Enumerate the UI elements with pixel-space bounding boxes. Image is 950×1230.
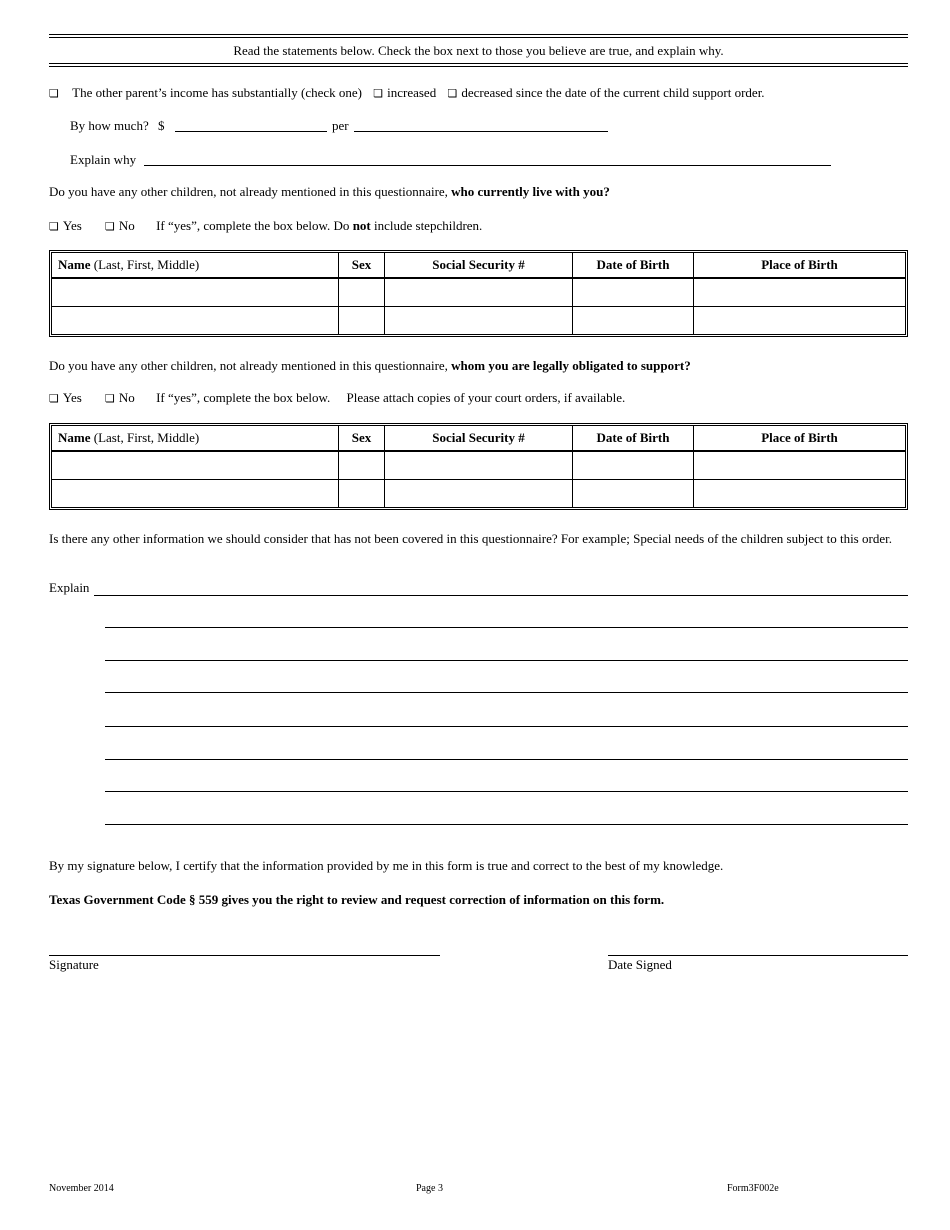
income-change-statement: The other parent’s income has substantially (check one)	[72, 85, 362, 100]
children-supported-question-text: Do you have any other children, not already mentioned in this questionnaire,	[49, 358, 448, 373]
mid-rule-2	[49, 66, 908, 67]
children-supported-note: If “yes”, complete the box below. Please attach copies of your court orders, if available.	[156, 390, 626, 405]
footer-page: Page 3	[416, 1183, 443, 1194]
children-living-question	[49, 184, 610, 200]
sex-cell[interactable]	[339, 307, 385, 334]
table-row	[52, 480, 905, 507]
children-living-question-text: Do you have any other children, not already mentioned in this questionnaire,	[49, 184, 448, 199]
instructions-text: Read the statements below. Check the box next to those you believe are true, and explain why.	[233, 43, 724, 58]
table-row	[52, 279, 905, 307]
pob-cell[interactable]	[694, 480, 905, 507]
children-supported-question-bold: whom you are legally obligated to support?	[451, 358, 691, 373]
signature-label: Signature	[49, 957, 99, 972]
children-living-no-label: No	[118, 218, 135, 233]
top-rule-1	[49, 34, 908, 35]
header-ssn: Social Security #	[385, 253, 573, 279]
date-signed-label: Date Signed	[608, 957, 672, 972]
explain-line[interactable]	[105, 759, 908, 760]
other-info-explain-label: Explain	[49, 580, 90, 595]
explain-line[interactable]	[105, 726, 908, 727]
name-cell[interactable]	[52, 279, 339, 307]
children-supported-yes-label: Yes	[62, 390, 82, 405]
dob-cell[interactable]	[573, 480, 694, 507]
mid-rule-1	[49, 63, 908, 64]
children-living-yes-label: Yes	[62, 218, 82, 233]
children-living-no-checkbox[interactable]: ❏	[105, 220, 115, 233]
children-supported-table	[49, 423, 908, 510]
sex-cell[interactable]	[339, 480, 385, 507]
children-living-yes-checkbox[interactable]: ❏	[49, 220, 59, 233]
date-signed-field[interactable]	[608, 955, 908, 956]
children-supported-yes-checkbox[interactable]: ❏	[49, 392, 59, 405]
ssn-cell[interactable]	[385, 452, 573, 480]
dob-cell[interactable]	[573, 279, 694, 307]
header-pob: Place of Birth	[694, 426, 905, 452]
header-pob: Place of Birth	[694, 253, 905, 279]
children-living-question-bold: who currently live with you?	[451, 184, 610, 199]
gov-code-notice: Texas Government Code § 559 gives you the right to review and request correction of information on this form.	[49, 892, 665, 907]
header-name-bold: Name	[58, 257, 91, 272]
children-living-answer-row	[49, 218, 482, 234]
header-name-rest: (Last, First, Middle)	[93, 257, 200, 272]
table-header-row	[52, 426, 905, 452]
how-much-label	[70, 118, 164, 134]
table-row	[52, 452, 905, 480]
income-change-row	[49, 85, 765, 101]
header-sex: Sex	[339, 426, 385, 452]
children-supported-answer-row	[49, 390, 625, 406]
decreased-checkbox[interactable]: ❏	[447, 87, 458, 100]
top-rule-2	[49, 37, 908, 38]
footer-date: November 2014	[49, 1183, 114, 1194]
header-dob: Date of Birth	[573, 426, 694, 452]
explain-line[interactable]	[105, 692, 908, 693]
per-label: per	[332, 118, 349, 133]
table-row	[52, 307, 905, 334]
explain-line[interactable]	[105, 791, 908, 792]
per-period-field[interactable]	[354, 131, 608, 132]
header-name	[52, 253, 339, 279]
header-ssn: Social Security #	[385, 426, 573, 452]
children-living-table	[49, 250, 908, 337]
pob-cell[interactable]	[694, 279, 905, 307]
explain-line[interactable]	[105, 627, 908, 628]
name-cell[interactable]	[52, 480, 339, 507]
explain-why-label: Explain why	[70, 152, 137, 167]
amount-field[interactable]	[175, 131, 327, 132]
children-living-note-suffix: include stepchildren.	[374, 218, 483, 233]
dob-cell[interactable]	[573, 307, 694, 334]
pob-cell[interactable]	[694, 307, 905, 334]
signature-field[interactable]	[49, 955, 440, 956]
increased-checkbox[interactable]: ❏	[373, 87, 384, 100]
table-header-row	[52, 253, 905, 279]
children-living-note-bold: not	[352, 218, 371, 233]
currency-symbol: $	[157, 118, 165, 133]
children-supported-no-label: No	[118, 390, 135, 405]
header-dob: Date of Birth	[573, 253, 694, 279]
how-much-text: By how much?	[70, 118, 149, 133]
ssn-cell[interactable]	[385, 307, 573, 334]
explain-line[interactable]	[105, 824, 908, 825]
explain-why-field[interactable]	[144, 165, 831, 166]
header-name-bold: Name	[58, 430, 91, 445]
header-name-rest: (Last, First, Middle)	[93, 430, 200, 445]
header-name	[52, 426, 339, 452]
pob-cell[interactable]	[694, 452, 905, 480]
increased-label: increased	[387, 85, 437, 100]
other-info-question: Is there any other information we should consider that has not been covered in this questionnaire? For example; Special needs of the children subject to this order.	[49, 531, 892, 546]
explain-line[interactable]	[94, 595, 908, 596]
children-supported-question	[49, 358, 691, 374]
ssn-cell[interactable]	[385, 279, 573, 307]
dob-cell[interactable]	[573, 452, 694, 480]
decreased-label: decreased since the date of the current child support order.	[461, 85, 765, 100]
ssn-cell[interactable]	[385, 480, 573, 507]
children-living-note-prefix: If “yes”, complete the box below. Do	[156, 218, 350, 233]
certification-text: By my signature below, I certify that the information provided by me in this form is true and correct to the best of my knowledge.	[49, 858, 724, 873]
sex-cell[interactable]	[339, 279, 385, 307]
header-sex: Sex	[339, 253, 385, 279]
name-cell[interactable]	[52, 452, 339, 480]
sex-cell[interactable]	[339, 452, 385, 480]
explain-line[interactable]	[105, 660, 908, 661]
footer-form-number: Form3F002e	[727, 1183, 779, 1194]
children-supported-no-checkbox[interactable]: ❏	[105, 392, 115, 405]
income-change-checkbox[interactable]: ❏	[49, 87, 59, 100]
name-cell[interactable]	[52, 307, 339, 334]
